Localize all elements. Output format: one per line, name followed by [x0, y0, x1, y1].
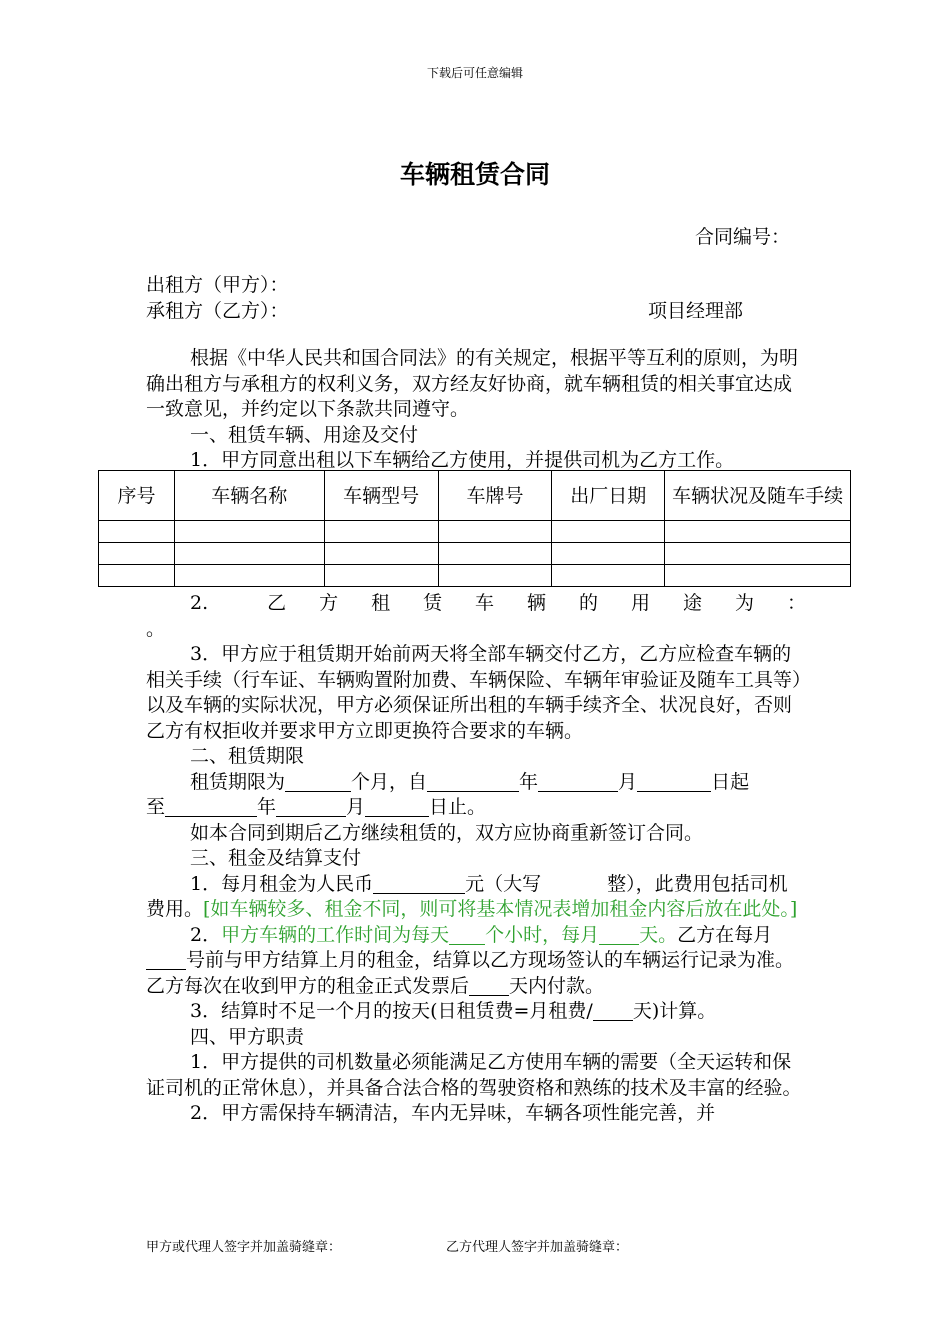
intro-paragraph: 根据《中华人民共和国合同法》的有关规定，根据平等互利的原则，为明确出租方与承租方的权利义务，双方经友好协商，就车辆租赁的相关事宜达成一致意见，并约定以下条款共同遵守。 [146, 347, 799, 420]
section-1-item-2-end: 。 [146, 617, 166, 640]
section-4-item-2: 2．甲方需保持车辆清洁，车内无异味，车辆各项性能完善，并 [190, 1102, 716, 1124]
section-1-item-1: 1．甲方同意出租以下车辆给乙方使用，并提供司机为乙方工作。 [190, 449, 735, 471]
table-cell [99, 565, 175, 587]
table-cell [438, 543, 552, 565]
renewal-clause: 如本合同到期后乙方继续租赁的，双方应协商重新签订合同。 [190, 821, 704, 844]
vehicle-table [98, 470, 851, 587]
party-a-label: 出租方（甲方）： [146, 274, 289, 296]
rent-note: [如车辆较多、租金不同，则可将基本情况表增加租金内容后放在此处。] [203, 898, 798, 920]
table-cell [665, 565, 851, 587]
section-3-item-2: 2．甲方车辆的工作时间为每天 个小时，每月 天。乙方在每月号前与甲方结算上月的租金，结算以乙方现场签认的车辆运行记录为准。乙方每次在收到甲方的租金正式发票后 天内付款。 [146, 923, 795, 997]
table-cell [174, 565, 324, 587]
document-title: 车辆租赁合同 [399, 160, 550, 189]
section-2-heading: 二、租赁期限 [190, 745, 305, 767]
table-cell [438, 565, 552, 587]
table-cell [552, 521, 665, 543]
page-header: 下载后可任意编辑 [426, 66, 523, 80]
contract-number-label: 合同编号： [695, 226, 791, 248]
table-header-cell: 车牌号 [438, 471, 552, 521]
section-3-item-1: 1．每月租金为人民币 元（大写 整），此费用包括司机费用。[如车辆较多、租金不同，则可将基本情况表增加租金内容后放在此处。] [146, 872, 798, 920]
section-4-item-1: 1．甲方提供的司机数量必须能满足乙方使用车辆的需要（全天运转和保证司机的正常休息），并具备合法合格的驾驶资格和熟练的技术及丰富的经验。 [146, 1051, 802, 1099]
department-label: 项目经理部 [648, 300, 744, 322]
section-1-item-3: 3．甲方应于租赁期开始前两天将全部车辆交付乙方，乙方应检查车辆的相关手续（行车证、车辆购置附加费、车辆保险、车辆年审验证及随车工具等）以及车辆的实际状况，甲方必须保证所出租的车辆手续齐全、状况良好，否则乙方有权拒收并要求甲方立即更换符合要求的车辆。 [146, 643, 802, 742]
table-row [99, 521, 851, 543]
table-header-cell: 序号 [99, 471, 175, 521]
table-cell [174, 521, 324, 543]
table-cell [99, 543, 175, 565]
footer-party-a-signature: 甲方或代理人签字并加盖骑缝章： [146, 1240, 342, 1255]
table-header-cell: 车辆名称 [174, 471, 324, 521]
table-header-row [99, 471, 851, 521]
table-cell [552, 565, 665, 587]
intro-block [146, 346, 806, 474]
table-cell [552, 543, 665, 565]
table-cell [99, 521, 175, 543]
table-row [99, 565, 851, 587]
section-3-item-3: 3．结算时不足一个月的按天(日租赁费=月租费/ 天)计算。 [190, 1000, 717, 1022]
table-cell [324, 521, 438, 543]
lease-term-line-1: 租赁期限为 个月，自 年 月 日起 [190, 770, 750, 793]
section-3-heading: 三、租金及结算支付 [190, 847, 362, 869]
section-1-heading: 一、租赁车辆、用途及交付 [190, 423, 419, 446]
footer-party-b-signature: 乙方代理人签字并加盖骑缝章： [446, 1240, 629, 1255]
table-cell [174, 543, 324, 565]
party-b-label: 承租方（乙方）： [146, 300, 289, 322]
section-4-heading: 四、甲方职责 [190, 1025, 305, 1048]
table-cell [324, 565, 438, 587]
contract-body [146, 591, 806, 1127]
section-1-item-2: 2. 乙 方 租 赁 车 辆 的 用 途 为 ： [190, 592, 806, 614]
table-cell [665, 543, 851, 565]
table-header-cell: 车辆型号 [324, 471, 438, 521]
table-row [99, 543, 851, 565]
table-cell [438, 521, 552, 543]
lease-term-line-2: 至 年 月 日止。 [146, 796, 487, 818]
table-header-cell: 车辆状况及随车手续 [665, 471, 851, 521]
table-header-cell: 出厂日期 [552, 471, 665, 521]
table-cell [665, 521, 851, 543]
table-cell [324, 543, 438, 565]
